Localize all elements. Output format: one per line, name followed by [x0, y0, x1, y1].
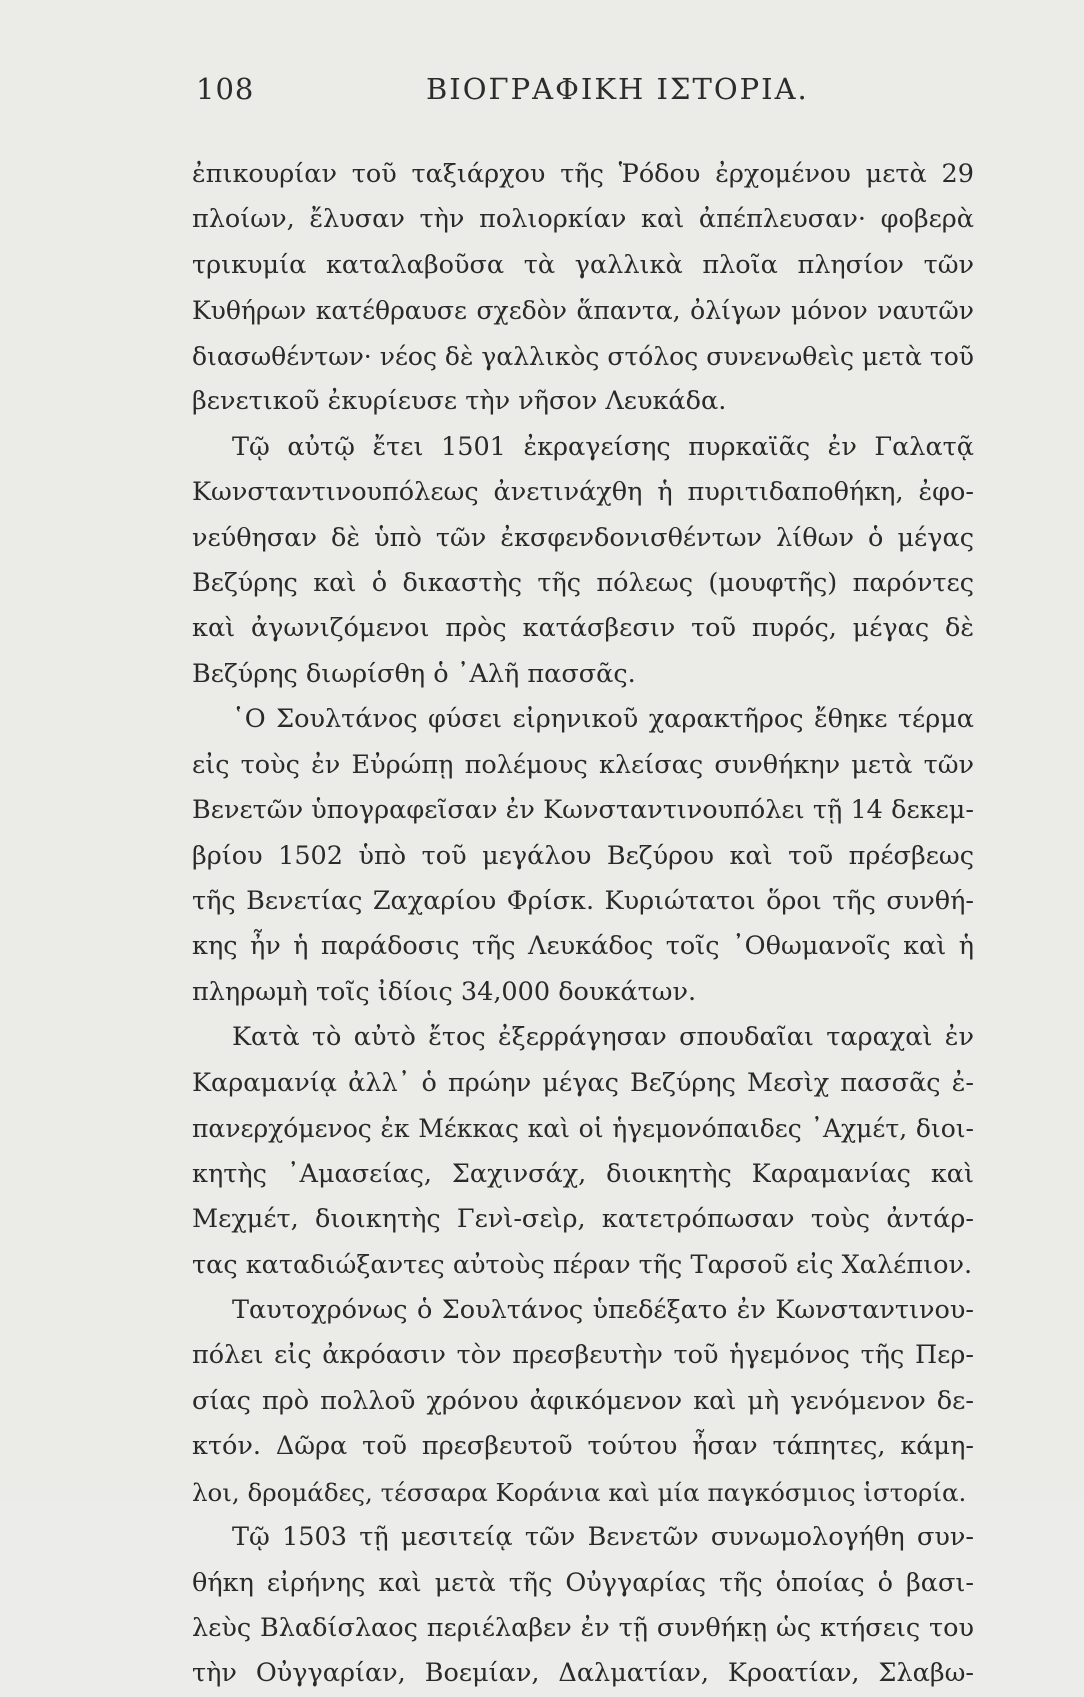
page-header	[196, 72, 976, 116]
text-line: κητὴς ᾿Αμασείας, Σαχινσάχ, διοικητὴς Καραμανίας καὶ	[192, 1158, 974, 1189]
text-line: σίας πρὸ πολλοῦ χρόνου ἀφικόμενον καὶ μὴ γενόμενον δε-	[192, 1385, 974, 1416]
text-line: πλοίων, ἔλυσαν τὴν πολιορκίαν καὶ ἀπέπλευσαν· φοβερὰ	[192, 204, 974, 235]
text-line: Βενετῶν ὑπογραφεῖσαν ἐν Κωνσταντινουπόλει τῇ 14 δεκεμ-	[192, 795, 974, 826]
text-line: Κωνσταντινουπόλεως ἀνετινάχθη ἡ πυριτιδαποθήκη, ἐφο-	[192, 477, 974, 508]
text-line: τῆς Βενετίας Ζαχαρίου Φρίσκ. Κυριώτατοι ὅροι τῆς συνθή-	[192, 886, 974, 916]
text-line: βενετικοῦ ἐκυρίευσε τὴν νῆσον Λευκάδα.	[192, 386, 727, 417]
body-text	[192, 152, 974, 1697]
text-line: Καραμανίᾳ ἀλλ᾿ ὁ πρώην μέγας Βεζύρης Μεσὶχ πασσᾶς ἐ-	[192, 1067, 974, 1098]
text-line: θήκη εἰρήνης καὶ μετὰ τῆς Οὐγγαρίας τῆς ὁποίας ὁ βασι-	[192, 1567, 974, 1598]
text-line: τὴν Οὐγγαρίαν, Βοεμίαν, Δαλματίαν, Κροατίαν, Σλαβω-	[192, 1658, 974, 1689]
text-line: εἰς τοὺς ἐν Εὐρώπῃ πολέμους κλείσας συνθήκην μετὰ τῶν	[192, 749, 974, 780]
running-title: ΒΙΟΓΡΑΦΙΚΗ ΙΣΤΟΡΙΑ.	[426, 72, 809, 106]
text-line: Βεζύρης καὶ ὁ δικαστὴς τῆς πόλεως (μουφτῆς) παρόντες	[192, 567, 974, 598]
text-line: Κυθήρων κατέθραυσε σχεδὸν ἅπαντα, ὀλίγων μόνον ναυτῶν	[192, 296, 974, 326]
text-line: νεύθησαν δὲ ὑπὸ τῶν ἐκσφενδονισθέντων λίθων ὁ μέγας	[192, 522, 974, 553]
text-line: βρίου 1502 ὑπὸ τοῦ μεγάλου Βεζύρου καὶ τοῦ πρέσβεως	[192, 840, 974, 871]
text-line: Ταυτοχρόνως ὁ Σουλτάνος ὑπεδέξατο ἐν Κωνσταντινου-	[232, 1294, 974, 1325]
text-line: κης ἦν ἡ παράδοσις τῆς Λευκάδος τοῖς ᾿Οθωμανοῖς καὶ ἡ	[192, 931, 974, 962]
text-line: τρικυμία καταλαβοῦσα τὰ γαλλικὰ πλοῖα πλησίον τῶν	[192, 249, 974, 280]
text-line: κτόν. Δῶρα τοῦ πρεσβευτοῦ τούτου ἦσαν τάπητες, κάμη-	[192, 1431, 974, 1462]
text-line: πανερχόμενος ἐκ Μέκκας καὶ οἱ ἡγεμονόπαιδες ᾿Αχμέτ, διοι-	[192, 1114, 974, 1144]
text-line: λοι, δρομάδες, τέσσαρα Κοράνια καὶ μία παγκόσμιος ἱστορία.	[192, 1477, 967, 1507]
text-line: πόλει εἰς ἀκρόασιν τὸν πρεσβευτὴν τοῦ ἡγεμόνος τῆς Περ-	[192, 1340, 974, 1371]
text-line: ῾Ο Σουλτάνος φύσει εἰρηνικοῦ χαρακτῆρος ἔθηκε τέρμα	[232, 704, 974, 735]
text-line: λεὺς Βλαδίσλαος περιέλαβεν ἐν τῇ συνθήκῃ ὡς κτήσεις του	[192, 1613, 974, 1643]
text-line: διασωθέντων· νέος δὲ γαλλικὸς στόλος συνενωθεὶς μετὰ τοῦ	[192, 341, 974, 371]
text-line: ἐπικουρίαν τοῦ ταξιάρχου τῆς Ῥόδου ἐρχομένου μετὰ 29	[192, 159, 974, 189]
text-line: Τῷ 1503 τῇ μεσιτείᾳ τῶν Βενετῶν συνωμολογήθη συν-	[232, 1522, 974, 1553]
text-line: καὶ ἀγωνιζόμενοι πρὸς κατάσβεσιν τοῦ πυρός, μέγας δὲ	[192, 613, 974, 644]
text-line: τας καταδιώξαντες αὐτοὺς πέραν τῆς Ταρσοῦ εἰς Χαλέπιον.	[192, 1249, 973, 1280]
text-line: Κατὰ τὸ αὐτὸ ἔτος ἐξερράγησαν σπουδαῖαι ταραχαὶ ἐν	[232, 1022, 974, 1053]
text-line: Βεζύρης διωρίσθη ὁ ᾿Αλῆ πασσᾶς.	[192, 658, 636, 689]
text-line: Μεχμέτ, διοικητὴς Γενὶ-σεὶρ, κατετρόπωσαν τοὺς ἀντάρ-	[192, 1204, 974, 1235]
page-number: 108	[196, 72, 255, 106]
text-line: πληρωμὴ τοῖς ἰδίοις 34,000 δουκάτων.	[192, 976, 697, 1007]
text-line: Τῷ αὐτῷ ἔτει 1501 ἐκραγείσης πυρκαϊᾶς ἐν Γαλατᾷ	[232, 431, 974, 462]
